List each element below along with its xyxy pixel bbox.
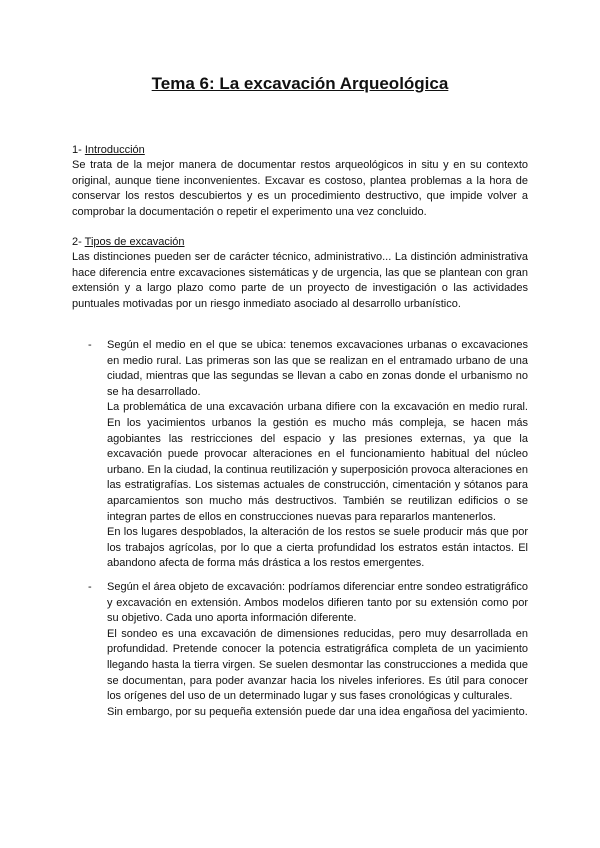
page-title: Tema 6: La excavación Arqueológica xyxy=(151,74,449,93)
section-number: 1- xyxy=(72,144,82,156)
list-item-paragraph: El sondeo es una excavación de dimensiones reducidas, pero muy desarrollada en profundidad. Pretende conocer la potencia estratigráfica completa de un yacimiento llegando hasta la tierra virgen. Se suelen desmontar las construcciones a medida que se documentan, para poder avanzar hacia los niveles inferiores. Es útil para conocer los orígenes del uso de un determinado lugar y sus fases cronológicas y culturales. xyxy=(107,627,528,703)
section-heading-label: Introducción xyxy=(84,144,145,156)
section-introduccion xyxy=(72,143,528,220)
list-item-medio xyxy=(88,338,528,572)
section-paragraph: Se trata de la mejor manera de documentar restos arqueológicos in situ y en su contexto original, aunque tiene inconvenientes. Excavar es costoso, plantea problemas a la hora de conservar los restos descubiertos y es un procedimiento destructivo, que impide volver a comprobar la documentación o repetir el experimento una vez concluido. xyxy=(72,159,528,218)
list-item-body xyxy=(107,580,528,720)
section-heading xyxy=(72,143,528,158)
list-item-body xyxy=(107,338,528,572)
list-item-paragraph: La problemática de una excavación urbana difiere con la excavación en medio rural. En los yacimientos urbanos la gestión es mucho más compleja, se hacen más agobiantes las restricciones del espacio y las presiones externas, ya que la excavación puede provocar alteraciones en el funcionamiento habitual del núcleo urbano. En la ciudad, la continua reutilización y superposición provoca alteraciones en las estratigrafías. Los sistemas actuales de construcción, cimentación y sótanos para aparcamientos son mucho más destructivos. También se reutilizan edificios o se integran partes de ellos en construcciones nuevas para repararlos mantenerlos. xyxy=(107,401,528,523)
bullet-dash: - xyxy=(88,581,92,593)
list-item-paragraph: Según el área objeto de excavación: podríamos diferenciar entre sondeo estratigráfico y excavación en extensión. Ambos modelos difieren tanto por su extensión como por su objetivo. Cada uno aporta información diferente. xyxy=(107,581,528,625)
section-heading xyxy=(72,235,528,250)
section-paragraph: Las distinciones pueden ser de carácter técnico, administrativo... La distinción administrativa hace diferencia entre excavaciones sistemáticas y de urgencia, las que se plantean con gran extensión y a largo plazo como parte de un proyecto de investigación o las actividades puntuales motivadas por un riesgo inmediato asociado al desarrollo urbanístico. xyxy=(72,251,528,310)
list-item-paragraph: Según el medio en el que se ubica: tenemos excavaciones urbanas o excavaciones en medio rural. Las primeras son las que se realizan en el entramado urbano de una ciudad, mientras que las segundas se llevan a cabo en zonas donde el urbanismo no se ha desarrollado. xyxy=(107,339,528,398)
section-heading-label: Tipos de excavación xyxy=(84,236,185,248)
list-item-area xyxy=(88,580,528,720)
list-item-paragraph: Sin embargo, por su pequeña extensión puede dar una idea engañosa del yacimiento. xyxy=(107,705,528,718)
section-number: 2- xyxy=(72,236,82,248)
bullet-dash: - xyxy=(88,339,92,351)
list-item-paragraph: En los lugares despoblados, la alteración de los restos se suele producir más que por los trabajos agrícolas, por lo que a cierta profundidad los estratos están intactos. El abandono afecta de forma más drástica a los restos emergentes. xyxy=(107,526,528,570)
section-tipos-de-excavacion xyxy=(72,235,528,312)
